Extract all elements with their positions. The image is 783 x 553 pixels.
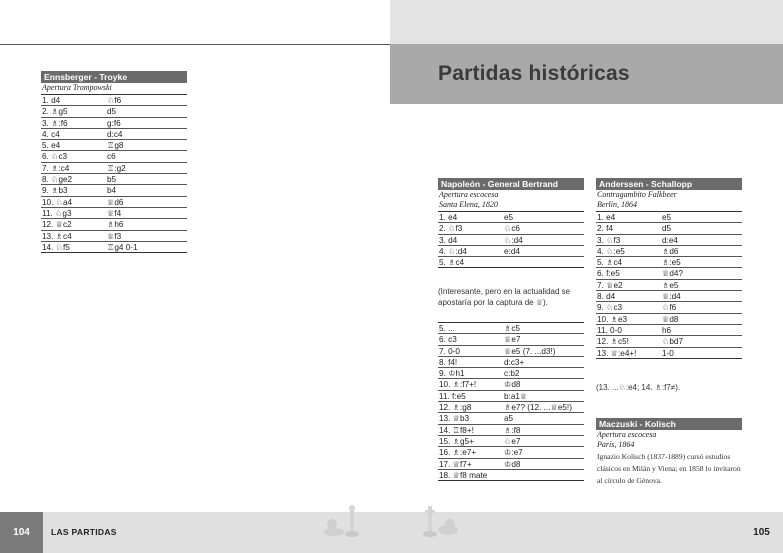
move-row [596,302,742,313]
move-row [438,447,584,458]
header-band [390,0,783,44]
move-row [438,459,584,470]
white-move: 11. 0-0 [597,325,622,335]
black-move: ♕f4 [107,208,122,218]
game-place: Santa Elena, 1820 [438,200,584,212]
move-row [596,336,742,347]
move-row [596,291,742,302]
black-move [504,470,584,480]
white-move: 17. ♕f7+ [439,459,472,469]
move-row [438,257,584,268]
white-move: 14. ♘f5 [42,242,70,252]
black-move: ♔d8 [504,459,521,469]
black-move: ♗h6 [107,220,124,230]
black-move: ♕e5 (7. ...d3!) [504,346,556,356]
game-maczuski-kolisch [596,418,742,487]
move-row [596,280,742,291]
move-row [438,235,584,246]
white-move: 1. d4 [42,96,61,105]
black-move: ♗d6 [662,246,679,256]
black-move: ♕e7 [504,335,521,345]
title-band [390,44,783,104]
white-move: 14. ♖f8+! [439,425,474,435]
move-row [41,174,187,185]
white-move: 3. ♗:f6 [42,118,68,128]
white-move: 9. ♗b3 [42,186,68,196]
black-move: d5 [662,224,672,234]
game-opening: Apertura escocesa [439,190,499,199]
black-move: ♖:g2 [107,163,126,173]
black-move: 1-0 [662,348,674,358]
move-row [596,314,742,325]
pawn-icon [322,500,362,540]
white-move: 4. ♘:d4 [439,246,467,256]
move-row [438,223,584,234]
move-row [596,223,742,234]
game-title: Anderssen - Schallopp [596,178,742,190]
white-move: 11. f:e5 [439,391,466,401]
black-move: ♘c6 [504,224,520,234]
white-move: 7. ♕e2 [597,280,623,290]
white-move: 1. e4 [597,213,616,222]
white-move: 12. ♗:g8 [439,403,472,413]
move-row [41,151,187,162]
white-move: 6. f:e5 [597,269,620,279]
black-move: d:e4 [662,235,678,245]
black-move: ♗:e5 [662,258,681,268]
black-move: ♕d8 [662,314,679,324]
black-move: d:c4 [107,129,123,139]
game-title: Napoleón - General Bertrand [438,178,584,190]
black-move: c:b2 [504,369,520,379]
move-row [438,346,584,357]
white-move: 3. d4 [439,235,458,245]
move-row [41,219,187,230]
move-row [596,235,742,246]
white-move: 4. c4 [42,129,60,139]
white-move: 13. ♕b3 [439,414,470,424]
black-move [504,257,584,267]
white-move: 12. ♕c2 [42,220,72,230]
game-place: París, 1864 [597,440,635,449]
white-move: 12. ♗c5! [597,337,629,347]
black-move: ♗:f8 [504,425,521,435]
move-row [41,129,187,140]
move-row [438,413,584,424]
white-move: 9. ♘c3 [597,303,623,313]
white-move: 11. ♘g3 [42,208,72,218]
white-move: 2. f4 [597,224,613,234]
black-move: ♖g4 0-1 [107,242,138,252]
bio-text: Ignazio Kolisch (1837-1889) cursó estudios clásicos en Milán y Viena; en 1858 lo invitaron al círculo de Génova. [597,452,741,485]
black-move: ♔:e7 [504,448,523,458]
black-move: b5 [107,175,117,185]
white-move: 10. ♗e3 [597,314,628,324]
black-move: ♕d4? [662,269,684,279]
move-row [438,246,584,257]
annotation: (13. ...♘:e4; 14. ♗:f7≠). [596,383,681,392]
black-move: ♖g8 [107,141,124,151]
king-icon [420,500,460,540]
game-ennsberger-troyke [41,71,187,253]
move-row [438,470,584,481]
black-move: ♘:d4 [504,235,523,245]
move-row [596,348,742,359]
white-move: 5. ♗c4 [597,258,623,268]
black-move: e5 [504,213,514,222]
white-move: 3. ♘f3 [597,235,621,245]
white-move: 7. 0-0 [439,346,460,356]
white-move: 16. ♗:e7+ [439,448,477,458]
move-row [438,334,584,345]
game-opening: Apertura escocesa [597,430,657,439]
white-move: 6. c3 [439,335,457,345]
white-move: 8. f4! [439,357,458,367]
white-move: 15. ♗g5+ [439,436,474,446]
white-move: 8. d4 [597,292,616,302]
move-row [438,391,584,402]
black-move: e:d4 [504,246,520,256]
move-row [596,246,742,257]
page-title: Partidas históricas [438,62,630,85]
black-move: ♕:d4 [662,292,681,302]
move-list [438,212,584,268]
move-row [41,231,187,242]
move-row [41,197,187,208]
move-row [41,106,187,117]
move-row [438,379,584,390]
section-title: LAS PARTIDAS [51,527,117,537]
black-move: ♘f6 [107,96,122,105]
black-move: h6 [662,325,672,335]
black-move: e5 [662,213,672,222]
black-move: b:a1♕ [504,391,528,401]
game-opening: Contragambito Falkbeer [597,190,677,199]
page-number: 105 [740,512,783,553]
black-move: d5 [107,107,117,117]
white-move: 9. ♔h1 [439,369,465,379]
black-move: ♗e5 [662,280,679,290]
white-move: 5. ♗c4 [439,258,465,268]
move-row [41,208,187,219]
black-move: ♔d8 [504,380,521,390]
left-page [0,0,390,553]
move-row [438,402,584,413]
white-move: 10. ♗:f7+! [439,380,477,390]
top-rule [0,44,390,45]
black-move: ♕d6 [107,197,124,207]
black-move: ♕f3 [107,231,122,241]
black-move: ♘f6 [662,303,677,313]
annotation: (Interesante, pero en la actualidad se apostaría por la captura de ♕). [438,287,571,307]
game-anderssen-schallopp [596,178,742,359]
move-row [41,242,187,253]
white-move: 2. ♘f3 [439,224,463,234]
black-move: ♗e7? (12. ...♕e5!) [504,403,572,413]
move-row [596,257,742,268]
white-move: 13. ♗c4 [42,231,72,241]
move-row [438,368,584,379]
black-move: b4 [107,186,117,196]
game-napoleon-bertrand [438,178,584,268]
move-row [41,163,187,174]
white-move: 6. ♘c3 [42,152,68,162]
move-row [438,425,584,436]
move-row [596,325,742,336]
white-move: 4. ♘:e5 [597,246,625,256]
game-napoleon-bertrand-continued [438,322,584,481]
move-row [438,212,584,223]
white-move: 7. ♗:c4 [42,163,70,173]
black-move: c6 [107,152,116,162]
move-row [438,357,584,368]
black-move: ♘e7 [504,436,521,446]
white-move: 2. ♗g5 [42,107,68,117]
right-page [390,0,783,553]
black-move: ♘bd7 [662,337,684,347]
move-row [41,140,187,151]
game-title: Ennsberger - Troyke [41,71,187,83]
white-move: 13. ♕:e4+! [597,348,637,358]
white-move: 10. ♘a4 [42,197,73,207]
black-move: d:c3+ [504,357,525,367]
black-move: g:f6 [107,118,121,128]
game-title: Maczuski - Kolisch [596,418,742,430]
move-row [596,268,742,279]
white-move: 1. e4 [439,213,458,222]
move-row [41,118,187,129]
move-row [438,323,584,334]
game-place: Berlín, 1864 [596,200,742,212]
move-row [41,185,187,196]
move-row [596,212,742,223]
game-opening: Apertura Trompowski [41,83,187,95]
move-list [438,323,584,481]
white-move: 5. e4 [42,141,61,151]
move-list [41,95,187,253]
move-row [41,95,187,106]
move-row [438,436,584,447]
white-move: 18. ♕f8 mate [439,470,488,480]
page-number: 104 [0,512,43,553]
black-move: a5 [504,414,514,424]
move-list [596,212,742,359]
white-move: 5. ... [439,324,455,333]
white-move: 8. ♘ge2 [42,175,73,185]
black-move: ♗c5 [504,324,520,333]
